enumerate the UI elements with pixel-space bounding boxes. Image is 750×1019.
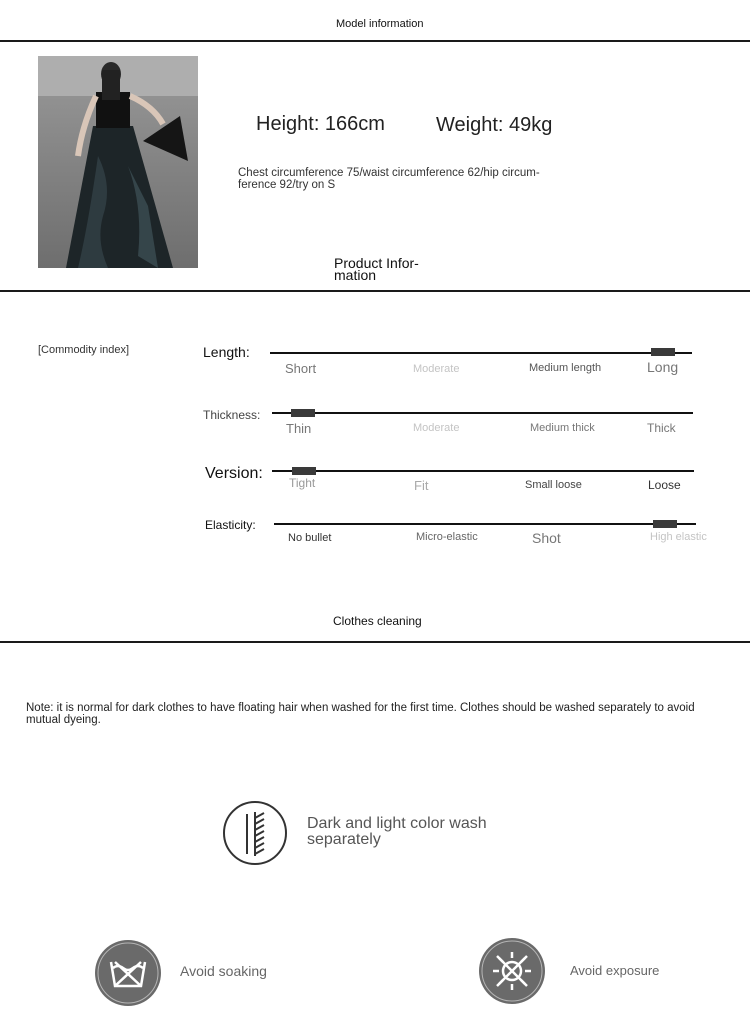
model-weight: Weight: 49kg bbox=[436, 114, 553, 136]
length-option-short: Short bbox=[285, 361, 317, 376]
version-indicator bbox=[292, 467, 316, 475]
elasticity-option-micro: Micro-elastic bbox=[416, 531, 478, 543]
version-label: Version: bbox=[205, 465, 263, 482]
divider bbox=[0, 290, 750, 292]
model-height: Height: 166cm bbox=[256, 113, 385, 135]
no-soak-icon bbox=[95, 940, 161, 1006]
version-option-fit: Fit bbox=[414, 478, 429, 493]
thickness-option-thick: Thick bbox=[647, 421, 676, 435]
avoid-soaking-label: Avoid soaking bbox=[180, 963, 267, 979]
length-option-moderate: Moderate bbox=[413, 363, 460, 375]
elasticity-option-no-bullet: No bullet bbox=[288, 532, 332, 544]
thickness-option-thin: Thin bbox=[286, 421, 312, 436]
elasticity-indicator bbox=[653, 520, 677, 528]
length-label: Length: bbox=[203, 344, 250, 360]
clothes-cleaning-title: Clothes cleaning bbox=[333, 614, 422, 628]
elasticity-option-high: High elastic bbox=[650, 531, 707, 543]
product-info-title: Product Infor- mation bbox=[334, 255, 419, 283]
model-measurements: Chest circumference 75/waist circumference 62/hip circum- ference 92/try on S bbox=[238, 167, 540, 191]
model-photo-image bbox=[38, 56, 198, 268]
commodity-index-label: [Commodity index] bbox=[38, 344, 130, 356]
elasticity-track bbox=[274, 523, 696, 525]
version-track bbox=[272, 470, 694, 472]
no-sun-icon bbox=[479, 938, 545, 1004]
elasticity-label: Elasticity: bbox=[205, 518, 256, 532]
thickness-indicator bbox=[291, 409, 315, 417]
washing-note: Note: it is normal for dark clothes to have floating hair when washed for the first time. Clothes should be washed separately to avoid mutual dyeing. bbox=[26, 702, 695, 726]
avoid-exposure-label: Avoid exposure bbox=[570, 963, 660, 978]
length-option-medium: Medium length bbox=[529, 362, 602, 374]
version-option-loose: Loose bbox=[648, 478, 681, 492]
separate-wash-label: Dark and light color wash separately bbox=[307, 815, 487, 848]
model-photo bbox=[38, 56, 198, 268]
length-indicator bbox=[651, 348, 675, 356]
elasticity-option-shot: Shot bbox=[532, 530, 561, 546]
divider bbox=[0, 641, 750, 643]
thickness-option-medium: Medium thick bbox=[530, 422, 595, 434]
model-info-title: Model information bbox=[336, 18, 424, 30]
length-option-long: Long bbox=[647, 359, 679, 375]
version-option-small-loose: Small loose bbox=[525, 479, 582, 491]
thickness-track bbox=[272, 412, 693, 414]
version-option-tight: Tight bbox=[289, 476, 316, 490]
separate-wash-icon bbox=[222, 800, 288, 866]
divider bbox=[0, 40, 750, 42]
thickness-label: Thickness: bbox=[203, 408, 261, 422]
length-track bbox=[270, 352, 692, 354]
thickness-option-moderate: Moderate bbox=[413, 422, 460, 434]
